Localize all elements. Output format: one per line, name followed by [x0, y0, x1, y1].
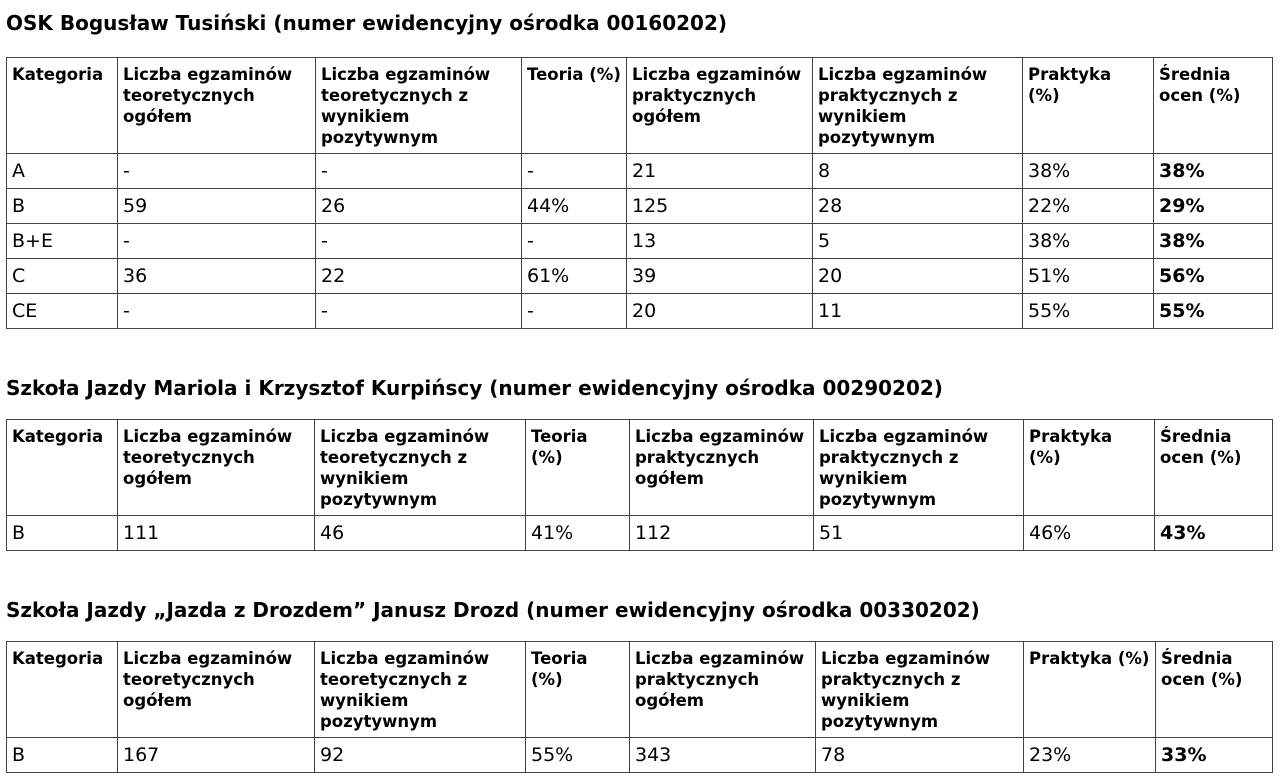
exam-results-table [6, 419, 1273, 551]
cell-theory-passed: 26 [316, 189, 522, 224]
cell-theory-passed: 92 [315, 738, 526, 773]
header-kategoria: Kategoria [7, 58, 118, 154]
cell-average: 38% [1154, 154, 1273, 189]
table-row [7, 224, 1273, 259]
cell-category: C [7, 259, 118, 294]
cell-practice-passed: 20 [813, 259, 1023, 294]
cell-average: 38% [1154, 224, 1273, 259]
header-theory-passed: Liczba egzaminów teoretycznych z wynikiem pozytywnym [316, 58, 522, 154]
cell-theory-percent: 61% [522, 259, 627, 294]
table-header-row [7, 420, 1273, 516]
header-practice-percent: Praktyka (%) [1024, 420, 1155, 516]
header-practice-percent: Praktyka (%) [1023, 58, 1154, 154]
cell-theory-total: - [118, 294, 316, 329]
cell-theory-percent: - [522, 154, 627, 189]
cell-category: B [7, 516, 118, 551]
cell-practice-passed: 78 [816, 738, 1024, 773]
cell-theory-passed: - [316, 294, 522, 329]
cell-theory-percent: 44% [522, 189, 627, 224]
cell-practice-percent: 23% [1024, 738, 1156, 773]
cell-practice-passed: 11 [813, 294, 1023, 329]
table-row [7, 154, 1273, 189]
header-theory-total: Liczba egzaminów teoretycznych ogółem [118, 58, 316, 154]
header-theory-total: Liczba egzaminów teoretycznych ogółem [118, 420, 315, 516]
header-practice-percent: Praktyka (%) [1024, 642, 1156, 738]
cell-theory-total: 36 [118, 259, 316, 294]
cell-category: B [7, 738, 118, 773]
cell-practice-percent: 38% [1023, 154, 1154, 189]
cell-average: 33% [1156, 738, 1273, 773]
header-practice-total: Liczba egzaminów praktycznych ogółem [630, 420, 814, 516]
cell-practice-passed: 8 [813, 154, 1023, 189]
cell-category: B [7, 189, 118, 224]
cell-theory-total: 167 [118, 738, 315, 773]
cell-average: 55% [1154, 294, 1273, 329]
cell-practice-percent: 22% [1023, 189, 1154, 224]
header-kategoria: Kategoria [7, 642, 118, 738]
header-practice-total: Liczba egzaminów praktycznych ogółem [627, 58, 813, 154]
header-kategoria: Kategoria [7, 420, 118, 516]
cell-average: 43% [1155, 516, 1273, 551]
cell-category: B+E [7, 224, 118, 259]
cell-theory-total: 59 [118, 189, 316, 224]
section-title: Szkoła Jazdy Mariola i Krzysztof Kurpińscy (numer ewidencyjny ośrodka 00290202) [6, 376, 943, 400]
cell-theory-passed: - [316, 224, 522, 259]
header-practice-total: Liczba egzaminów praktycznych ogółem [630, 642, 816, 738]
cell-practice-total: 343 [630, 738, 816, 773]
header-average: Średnia ocen (%) [1155, 420, 1273, 516]
cell-practice-total: 21 [627, 154, 813, 189]
header-average: Średnia ocen (%) [1154, 58, 1273, 154]
cell-category: A [7, 154, 118, 189]
cell-practice-total: 125 [627, 189, 813, 224]
cell-practice-percent: 51% [1023, 259, 1154, 294]
cell-practice-total: 112 [630, 516, 814, 551]
cell-theory-passed: 22 [316, 259, 522, 294]
header-theory-percent: Teoria (%) [526, 642, 630, 738]
cell-practice-total: 13 [627, 224, 813, 259]
header-practice-passed: Liczba egzaminów praktycznych z wynikiem pozytywnym [816, 642, 1024, 738]
header-practice-passed: Liczba egzaminów praktycznych z wynikiem pozytywnym [813, 58, 1023, 154]
cell-practice-passed: 5 [813, 224, 1023, 259]
cell-practice-percent: 38% [1023, 224, 1154, 259]
table-row [7, 294, 1273, 329]
cell-practice-passed: 51 [814, 516, 1024, 551]
section-title: OSK Bogusław Tusiński (numer ewidencyjny ośrodka 00160202) [6, 11, 728, 35]
cell-practice-total: 20 [627, 294, 813, 329]
section-osk-tusinski [6, 10, 1272, 322]
cell-practice-percent: 46% [1024, 516, 1155, 551]
cell-theory-percent: 41% [526, 516, 630, 551]
cell-category: CE [7, 294, 118, 329]
exam-results-table [6, 57, 1273, 329]
table-header-row [7, 58, 1273, 154]
header-theory-total: Liczba egzaminów teoretycznych ogółem [118, 642, 315, 738]
cell-theory-percent: 55% [526, 738, 630, 773]
cell-theory-passed: - [316, 154, 522, 189]
cell-practice-total: 39 [627, 259, 813, 294]
table-header-row [7, 642, 1273, 738]
exam-results-table [6, 641, 1273, 773]
header-theory-passed: Liczba egzaminów teoretycznych z wynikiem pozytywnym [315, 420, 526, 516]
header-theory-percent: Teoria (%) [522, 58, 627, 154]
cell-theory-total: 111 [118, 516, 315, 551]
cell-practice-percent: 55% [1023, 294, 1154, 329]
table-row [7, 738, 1273, 773]
cell-theory-passed: 46 [315, 516, 526, 551]
table-row [7, 516, 1273, 551]
table-row [7, 189, 1273, 224]
cell-practice-passed: 28 [813, 189, 1023, 224]
header-theory-passed: Liczba egzaminów teoretycznych z wynikiem pozytywnym [315, 642, 526, 738]
section-drozd [6, 597, 1272, 766]
cell-theory-percent: - [522, 224, 627, 259]
header-practice-passed: Liczba egzaminów praktycznych z wynikiem pozytywnym [814, 420, 1024, 516]
cell-average: 29% [1154, 189, 1273, 224]
section-kurpinscy [6, 375, 1272, 544]
section-title: Szkoła Jazdy „Jazda z Drozdem” Janusz Drozd (numer ewidencyjny ośrodka 00330202) [6, 598, 980, 622]
cell-theory-percent: - [522, 294, 627, 329]
header-average: Średnia ocen (%) [1156, 642, 1273, 738]
table-row [7, 259, 1273, 294]
header-theory-percent: Teoria (%) [526, 420, 630, 516]
cell-theory-total: - [118, 224, 316, 259]
cell-theory-total: - [118, 154, 316, 189]
cell-average: 56% [1154, 259, 1273, 294]
